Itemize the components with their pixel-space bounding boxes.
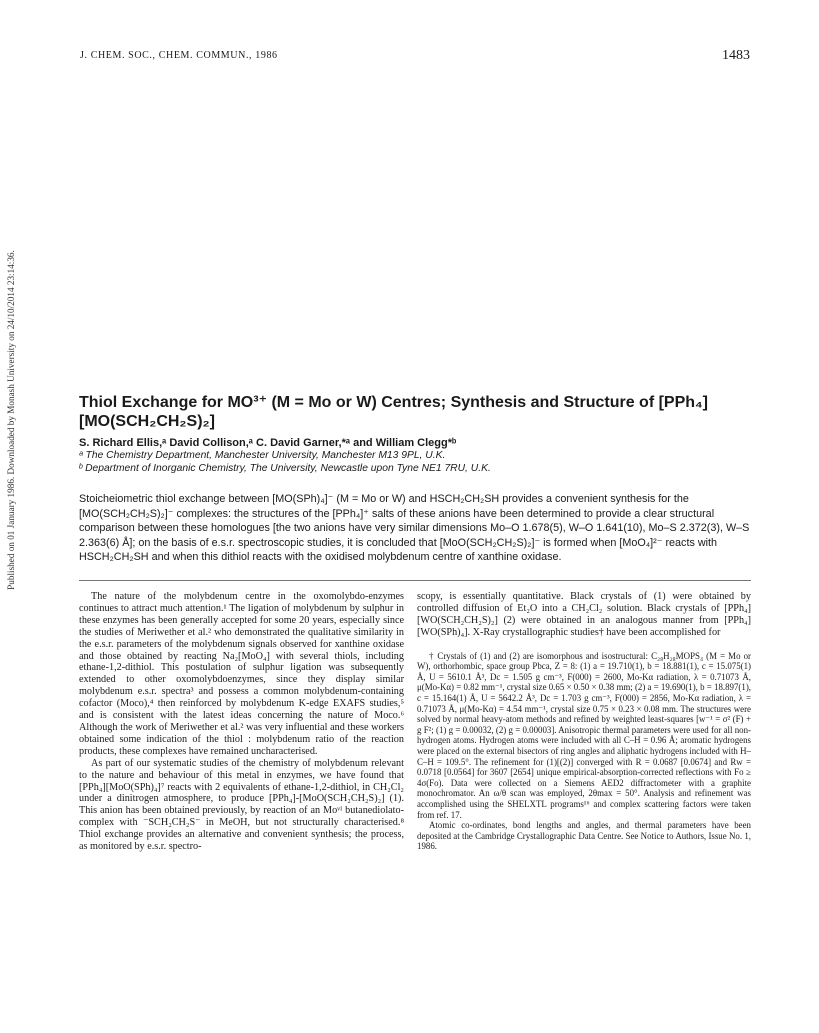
download-note-text: Published on 01 January 1986. Downloaded by Monash University on 24/10/2014 23:14:36. (6, 250, 16, 590)
running-head (80, 50, 750, 66)
crystallographic-footnote: † Crystals of (1) and (2) are isomorphous and isostructural: C₂₈H₂₈MOPS₄ (M = Mo or W), orthorhombic, space group Pbca, Z = 8: (1) a = 19.710(1), b = 18.881(1), c = 15.075(1) Å, U = 5610.1 Å³, Dc = 1.505 g cm⁻³, F(000) = 2600, Mo-Kα radiation, λ = 0.71073 Å, μ(Mo-Kα) = 0.82 mm⁻¹, crystal size 0.65 × 0.50 × 0.38 mm; (2) a = 19.690(1), b = 18.897(1), c = 15.164(1) Å, U = 5642.2 Å³, Dc = 1.703 g cm⁻³, F(000) = 2856, Mo-Kα radiation, λ = 0.71073 Å, μ(Mo-Kα) = 4.54 mm⁻¹, crystal size 0.75 × 0.23 × 0.08 mm. The structures were solved by normal heavy-atom methods and refined by weighted least-squares [w⁻¹ = σ² (F) + g F²; (1) g = 0.00032, (2) g = 0.00003]. Anisotropic thermal parameters were used for all non-hydrogen atoms. Hydrogen atoms were included with all C–H = 0.96 Å; aromatic hydrogens were placed on the external bisectors of ring angles and aliphatic hydrogens included with H–C–H = 109.5°. The refinement for (1)[(2)] converged with R = 0.0687 [0.0674] and Rw = 0.0718 [0.0564] for 3607 [2654] unique empirical-absorption-corrected reflections with Fo ≥ 4σ(Fo). Data were collected on a Siemens AED2 diffractometer with a graphite monochromator. An ω/θ scan was employed, 2θmax = 50°. Analysis and refinement was accomplished using the SHELXTL programs¹⁶ and complex scattering factors were taken from ref. 17. (417, 650, 751, 820)
affiliation-a: ᵃ The Chemistry Department, Manchester University, Manchester M13 9PL, U.K. (79, 450, 446, 461)
body-column-right (417, 591, 751, 852)
download-watermark (4, 200, 18, 640)
journal-reference: J. CHEM. SOC., CHEM. COMMUN., 1986 (80, 50, 278, 61)
paragraph-synthesis: As part of our systematic studies of the chemistry of molybdenum relevant to the nature and behaviour of this metal in enzymes, we have found that [PPh₄][MoO(SPh)₄]⁷ reacts with 2 equivalents of ethane-1,2-dithiol, in CH₂Cl₂ under a dinitrogen atmosphere, to produce [PPh₄]-[MoO(SCH₂CH₂S)₂] (1). This anion has been obtained previously, by reaction of an Moᵛᴵ butanediolato-complex with ⁻SCH₂CH₂S⁻ in MeOH, but not structurally characterised.⁸ Thiol exchange provides an alternative and convenient synthesis; the process, as monitored by e.s.r. spectro- (79, 757, 404, 853)
body-column-left (79, 591, 404, 853)
paragraph-crystallisation: scopy, is essentially quantitative. Black crystals of (1) were obtained by controlled diffusion of Et₂O into a CH₂Cl₂ solution. Black crystals of [PPh₄][WO(SCH₂CH₂S)₂] (2) were obtained in an analogous manner from [PPh₄][WO(SPh)₄]. X-Ray crystallographic studies† have been accomplished for (417, 591, 751, 638)
affiliation-b: ᵇ Department of Inorganic Chemistry, The University, Newcastle upon Tyne NE1 7RU, U.K. (79, 463, 491, 474)
paragraph-introduction: The nature of the molybdenum centre in the oxomolybdo-enzymes continues to attract much attention.¹ The ligation of molybdenum by sulphur in these enzymes has been generally accepted for some 20 years, especially since the studies of Meriwether et al.² who demonstrated the qualitative similarity in the e.s.r. parameters of the molybdenum signals observed for xanthine oxidase and those obtained by reacting Na₂[MoO₄] with several thiols, including ethane-1,2-dithiol. This postulation of sulphur ligation was subsequently extended to other oxomolybdoenzymes, since they display similar molybdenum e.s.r. spectra³ and possess a common molybdenum-containing cofactor (Moco),⁴ then reinforced by molybdenum K-edge EXAFS studies,⁵ and is consistent with the latest ideas concerning the nature of Moco.⁶ Although the work of Meriwether et al.² was very influential and these workers obtained some indication of the thiol : molybdenum ratio of the reaction products, these complexes have remained uncharacterised. (79, 591, 404, 757)
article-title: Thiol Exchange for MO³⁺ (M = Mo or W) Centres; Synthesis and Structure of [PPh₄][MO(SCH₂CH₂S)₂] (79, 394, 708, 430)
section-divider (79, 580, 751, 581)
deposit-note: Atomic co-ordinates, bond lengths and angles, and thermal parameters have been deposited at the Cambridge Crystallographic Data Centre. See Notice to Authors, Issue No. 1, 1986. (417, 820, 751, 852)
page-number: 1483 (722, 48, 750, 63)
author-list: S. Richard Ellis,ᵃ David Collison,ᵃ C. David Garner,*ᵃ and William Clegg*ᵇ (79, 437, 457, 449)
abstract: Stoicheiometric thiol exchange between [MO(SPh)₄]⁻ (M = Mo or W) and HSCH₂CH₂SH provides a convenient synthesis for the [MO(SCH₂CH₂S)₂]⁻ complexes: the structures of the [PPh₄]⁺ salts of these anions have been determined to provide a clear structural comparison between these homologues [the two anions have very similar dimensions Mo–O 1.678(5), W–O 1.641(10), Mo–S 2.372(3), W–S 2.363(6) Å]; on the basis of e.s.r. spectroscopic studies, it is concluded that [MoO(SCH₂CH₂S)₂]⁻ is formed when [MoO₄]²⁻ reacts with HSCH₂CH₂SH and when this dithiol reacts with the oxidised molybdenum centre of xanthine oxidase. (79, 493, 750, 563)
title-block (79, 393, 751, 475)
